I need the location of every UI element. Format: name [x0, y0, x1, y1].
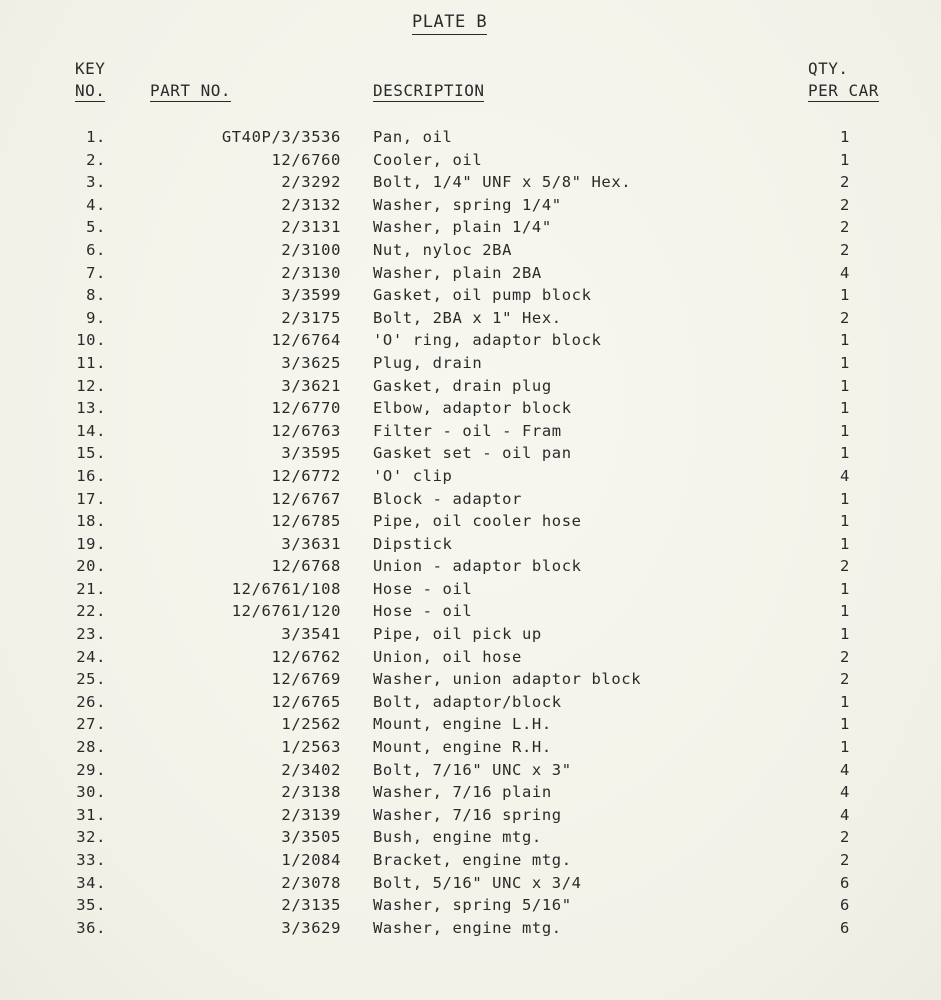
parts-row: [0, 307, 941, 330]
parts-row: [0, 917, 941, 940]
plate-title: PLATE B: [412, 12, 487, 35]
qty-per-car: 2: [840, 670, 850, 689]
key-no: 11.: [76, 353, 106, 372]
description: Union - adaptor block: [373, 557, 582, 576]
description: Dipstick: [373, 534, 453, 553]
header-part-label: PART NO.: [150, 81, 232, 100]
qty-per-car: 1: [840, 399, 850, 418]
part-no: 3/3631: [281, 534, 341, 553]
part-no: 2/3139: [281, 805, 341, 824]
parts-row: [0, 804, 941, 827]
parts-row: [0, 442, 941, 465]
part-no: 2/3131: [281, 218, 341, 237]
key-no: 24.: [76, 647, 106, 666]
header-qty-per-car: [808, 58, 879, 102]
part-no: 12/6762: [271, 647, 341, 666]
part-no: GT40P/3/3536: [221, 128, 341, 146]
part-no: 12/6772: [271, 466, 341, 485]
qty-per-car: 1: [840, 331, 850, 350]
qty-per-car: 4: [840, 760, 850, 779]
parts-row: [0, 216, 941, 239]
qty-per-car: 1: [840, 715, 850, 734]
qty-per-car: 2: [840, 173, 850, 192]
qty-per-car: 1: [840, 353, 850, 372]
parts-row: [0, 691, 941, 714]
parts-row: [0, 623, 941, 646]
key-no: 12.: [76, 376, 106, 395]
description: Filter - oil - Fram: [373, 421, 562, 440]
qty-per-car: 1: [840, 738, 850, 757]
qty-per-car: 6: [840, 873, 850, 892]
description: Nut, nyloc 2BA: [373, 240, 513, 259]
parts-row: [0, 329, 941, 352]
key-no: 35.: [76, 896, 106, 915]
key-no: 8.: [86, 286, 106, 305]
header-description-label: DESCRIPTION: [373, 81, 485, 100]
description: Plug, drain: [373, 353, 483, 372]
description: Pipe, oil cooler hose: [373, 512, 582, 531]
key-no: 5.: [86, 218, 106, 237]
description: Washer, plain 2BA: [373, 263, 542, 282]
qty-per-car: 1: [840, 602, 850, 621]
description: 'O' clip: [373, 466, 453, 485]
qty-per-car: 1: [840, 489, 850, 508]
qty-per-car: 1: [840, 376, 850, 395]
key-no: 25.: [76, 670, 106, 689]
description: Pipe, oil pick up: [373, 625, 542, 644]
part-no: 2/3402: [281, 760, 341, 779]
qty-per-car: 2: [840, 195, 850, 214]
parts-row: [0, 872, 941, 895]
part-no: 1/2563: [281, 738, 341, 757]
key-no: 14.: [76, 421, 106, 440]
part-no: 3/3625: [281, 353, 341, 372]
parts-row: [0, 533, 941, 556]
parts-row: [0, 465, 941, 488]
parts-row: [0, 668, 941, 691]
description: Pan, oil: [373, 128, 453, 146]
part-no: 3/3599: [281, 286, 341, 305]
part-no: 1/2084: [281, 851, 341, 869]
part-no: 2/3100: [281, 240, 341, 259]
qty-per-car: 4: [840, 466, 850, 485]
key-no: 31.: [76, 805, 106, 824]
key-no: 18.: [76, 512, 106, 531]
qty-per-car: 1: [840, 286, 850, 305]
qty-per-car: 2: [840, 828, 850, 847]
key-no: 1.: [86, 128, 106, 146]
description: Washer, engine mtg.: [373, 918, 562, 937]
description: Gasket, oil pump block: [373, 286, 592, 305]
parts-row: [0, 759, 941, 782]
key-no: 19.: [76, 534, 106, 553]
key-no: 22.: [76, 602, 106, 621]
part-no: 3/3505: [281, 828, 341, 847]
key-no: 15.: [76, 444, 106, 463]
key-no: 17.: [76, 489, 106, 508]
description: Hose - oil: [373, 602, 473, 621]
key-no: 29.: [76, 760, 106, 779]
description: Bolt, 2BA x 1" Hex.: [373, 308, 562, 327]
qty-per-car: 6: [840, 896, 850, 915]
description: Union, oil hose: [373, 647, 522, 666]
key-no: 33.: [76, 851, 106, 869]
part-no: 12/6765: [271, 692, 341, 711]
description: Washer, plain 1/4": [373, 218, 552, 237]
part-no: 3/3629: [281, 918, 341, 937]
parts-row: [0, 646, 941, 669]
description: Washer, 7/16 plain: [373, 783, 552, 802]
parts-row: [0, 352, 941, 375]
key-no: 27.: [76, 715, 106, 734]
qty-per-car: 6: [840, 918, 850, 937]
parts-list: [0, 126, 941, 939]
key-no: 20.: [76, 557, 106, 576]
description: Gasket, drain plug: [373, 376, 552, 395]
header-key-no: [75, 58, 105, 102]
key-no: 36.: [76, 918, 106, 937]
key-no: 9.: [86, 308, 106, 327]
part-no: 12/6767: [271, 489, 341, 508]
parts-row: [0, 555, 941, 578]
parts-row: [0, 171, 941, 194]
key-no: 4.: [86, 195, 106, 214]
part-no: 2/3130: [281, 263, 341, 282]
key-no: 28.: [76, 738, 106, 757]
qty-per-car: 2: [840, 557, 850, 576]
key-no: 3.: [86, 173, 106, 192]
qty-per-car: 2: [840, 851, 850, 869]
part-no: 12/6763: [271, 421, 341, 440]
description: Mount, engine R.H.: [373, 738, 552, 757]
description: Cooler, oil: [373, 150, 483, 169]
parts-row: [0, 600, 941, 623]
part-no: 12/6769: [271, 670, 341, 689]
part-no: 12/6764: [271, 331, 341, 350]
description: Bolt, 1/4" UNF x 5/8" Hex.: [373, 173, 632, 192]
parts-row: [0, 510, 941, 533]
part-no: 3/3621: [281, 376, 341, 395]
key-no: 32.: [76, 828, 106, 847]
parts-row: [0, 239, 941, 262]
description: Elbow, adaptor block: [373, 399, 572, 418]
key-no: 30.: [76, 783, 106, 802]
description: Bracket, engine mtg.: [373, 851, 572, 869]
part-no: 1/2562: [281, 715, 341, 734]
part-no: 2/3138: [281, 783, 341, 802]
description: Washer, 7/16 spring: [373, 805, 562, 824]
key-no: 10.: [76, 331, 106, 350]
header-part-no: [150, 80, 231, 102]
description: Mount, engine L.H.: [373, 715, 552, 734]
qty-per-car: 2: [840, 308, 850, 327]
qty-per-car: 2: [840, 647, 850, 666]
parts-row: [0, 375, 941, 398]
qty-per-car: 1: [840, 421, 850, 440]
parts-row: [0, 736, 941, 759]
part-no: 12/6761/108: [231, 579, 341, 598]
parts-row: [0, 262, 941, 285]
qty-per-car: 4: [840, 783, 850, 802]
qty-per-car: 1: [840, 579, 850, 598]
qty-per-car: 1: [840, 692, 850, 711]
part-no: 3/3541: [281, 625, 341, 644]
key-no: 23.: [76, 625, 106, 644]
part-no: 12/6760: [271, 150, 341, 169]
parts-row: [0, 420, 941, 443]
description: Washer, union adaptor block: [373, 670, 642, 689]
key-no: 26.: [76, 692, 106, 711]
key-no: 7.: [86, 263, 106, 282]
parts-row: [0, 826, 941, 849]
header-key-line2: NO.: [75, 81, 106, 100]
qty-per-car: 1: [840, 150, 850, 169]
parts-row: [0, 488, 941, 511]
key-no: 13.: [76, 399, 106, 418]
qty-per-car: 1: [840, 444, 850, 463]
qty-per-car: 4: [840, 263, 850, 282]
description: Bolt, 5/16" UNC x 3/4: [373, 873, 582, 892]
header-qty-line2: PER CAR: [808, 81, 879, 100]
description: Bolt, adaptor/block: [373, 692, 562, 711]
part-no: 2/3132: [281, 195, 341, 214]
parts-row: [0, 126, 941, 149]
parts-row: [0, 397, 941, 420]
part-no: 2/3135: [281, 896, 341, 915]
header-key-line1: KEY: [75, 59, 106, 78]
description: Bolt, 7/16" UNC x 3": [373, 760, 572, 779]
parts-row: [0, 149, 941, 172]
part-no: 12/6768: [271, 557, 341, 576]
description: Washer, spring 5/16": [373, 896, 572, 915]
qty-per-car: 2: [840, 240, 850, 259]
key-no: 6.: [86, 240, 106, 259]
header-description: [373, 80, 484, 102]
part-no: 2/3078: [281, 873, 341, 892]
description: 'O' ring, adaptor block: [373, 331, 602, 350]
qty-per-car: 2: [840, 218, 850, 237]
qty-per-car: 1: [840, 625, 850, 644]
qty-per-car: 1: [840, 534, 850, 553]
description: Block - adaptor: [373, 489, 522, 508]
part-no: 12/6785: [271, 512, 341, 531]
qty-per-car: 1: [840, 512, 850, 531]
part-no: 3/3595: [281, 444, 341, 463]
key-no: 21.: [76, 579, 106, 598]
description: Hose - oil: [373, 579, 473, 598]
key-no: 2.: [86, 150, 106, 169]
description: Bush, engine mtg.: [373, 828, 542, 847]
key-no: 34.: [76, 873, 106, 892]
parts-row: [0, 781, 941, 804]
parts-row: [0, 849, 941, 872]
parts-row: [0, 713, 941, 736]
part-no: 2/3292: [281, 173, 341, 192]
description: Washer, spring 1/4": [373, 195, 562, 214]
parts-row: [0, 194, 941, 217]
part-no: 2/3175: [281, 308, 341, 327]
parts-row: [0, 894, 941, 917]
parts-row: [0, 284, 941, 307]
part-no: 12/6761/120: [231, 602, 341, 621]
key-no: 16.: [76, 466, 106, 485]
header-qty-line1: QTY.: [808, 59, 849, 78]
qty-per-car: 4: [840, 805, 850, 824]
qty-per-car: 1: [840, 128, 850, 146]
description: Gasket set - oil pan: [373, 444, 572, 463]
parts-row: [0, 578, 941, 601]
part-no: 12/6770: [271, 399, 341, 418]
